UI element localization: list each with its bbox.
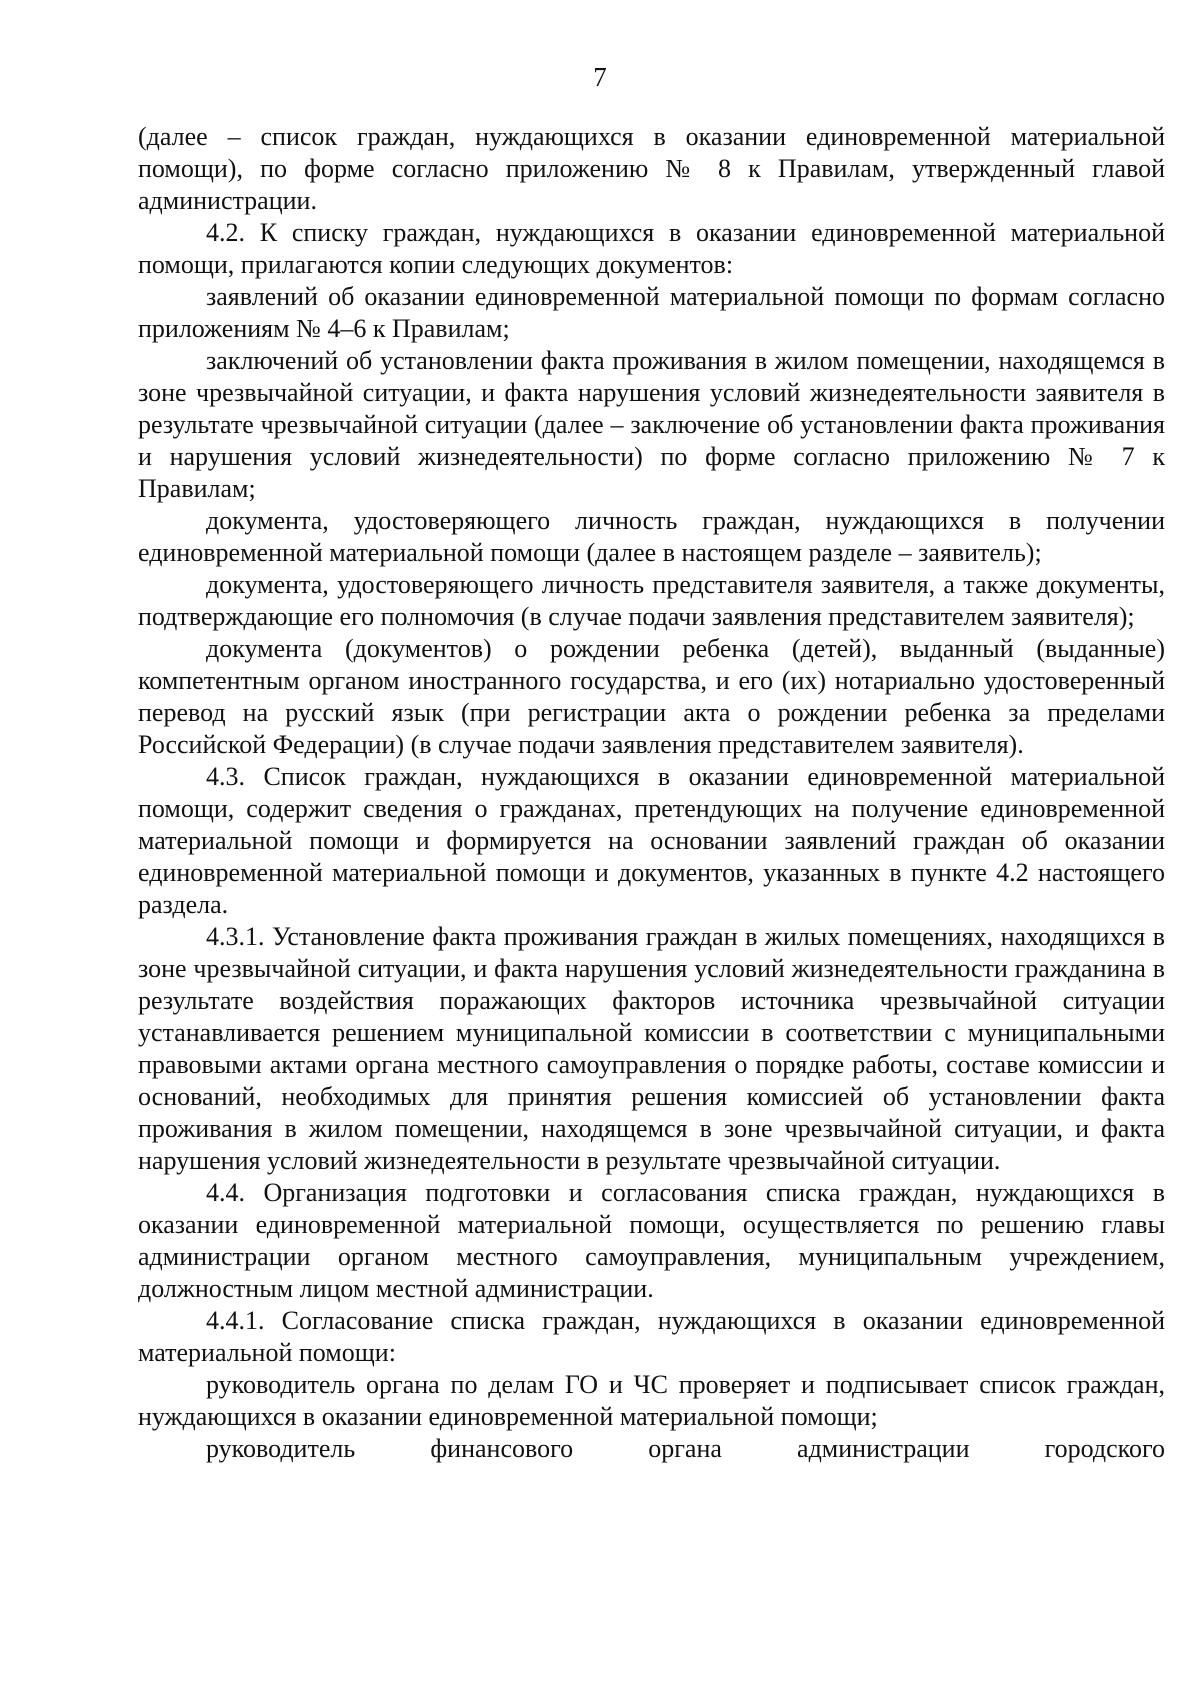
paragraph-list-item-representative-document: документа, удостоверяющего личность представителя заявителя, а также документы, подтверждающие его полномочия (в случае подачи заявления представителем заявителя); [138,570,1165,631]
paragraph-continuation: (далее – список граждан, нуждающихся в оказании единовременной материальной помощи), по форме согласно приложению № 8 к Правилам, утвержденный главой администрации. [138,122,1165,215]
paragraph-list-item-conclusions: заключений об установлении факта проживания в жилом помещении, находящемся в зоне чрезвычайной ситуации, и факта нарушения условий жизнедеятельности заявителя в результате чрезвычайной ситуации (далее – заключение об установлении факта проживания и нарушения условий жизнедеятельности) по форме согласно приложению № 7 к Правилам; [138,346,1165,503]
paragraph-4-4-1: 4.4.1. Согласование списка граждан, нуждающихся в оказании единовременной материальной помощи: [138,1306,1165,1367]
paragraph-list-item-applications: заявлений об оказании единовременной материальной помощи по формам согласно приложениям № 4–6 к Правилам; [138,282,1165,343]
paragraph-4-2: 4.2. К списку граждан, нуждающихся в оказании единовременной материальной помощи, прилагаются копии следующих документов: [138,218,1165,279]
paragraph-list-item-identity-document: документа, удостоверяющего личность граждан, нуждающихся в получении единовременной материальной помощи (далее в настоящем разделе – заявитель); [138,506,1165,567]
paragraph-4-4: 4.4. Организация подготовки и согласования списка граждан, нуждающихся в оказании единовременной материальной помощи, осуществляется по решению главы администрации органом местного самоуправления, муниципальным учреждением, должностным лицом местной администрации. [138,1178,1165,1303]
paragraph-list-item-finance-head: руководитель финансового органа администрации городского [206,1434,1165,1463]
page-number: 7 [593,62,607,92]
paragraph-4-3-1: 4.3.1. Установление факта проживания граждан в жилых помещениях, находящихся в зоне чрезвычайной ситуации, и факта нарушения условий жизнедеятельности гражданина в результате воздействия поражающих факторов источника чрезвычайной ситуации устанавливается решением муниципальной комиссии в соответствии с муниципальными правовыми актами органа местного самоуправления о порядке работы, составе комиссии и оснований, необходимых для принятия решения комиссией об установлении факта проживания в жилом помещении, находящемся в зоне чрезвычайной ситуации, и факта нарушения условий жизнедеятельности в результате чрезвычайной ситуации. [138,922,1165,1175]
document-body [138,121,1165,1465]
paragraph-list-item-go-chs-head: руководитель органа по делам ГО и ЧС проверяет и подписывает список граждан, нуждающихся в оказании единовременной материальной помощи; [138,1370,1165,1431]
paragraph-4-3: 4.3. Список граждан, нуждающихся в оказании единовременной материальной помощи, содержит сведения о гражданах, претендующих на получение единовременной материальной помощи и формируется на основании заявлений граждан об оказании единовременной материальной помощи и документов, указанных в пункте 4.2 настоящего раздела. [138,762,1165,919]
paragraph-list-item-birth-documents: документа (документов) о рождении ребенка (детей), выданный (выданные) компетентным органом иностранного государства, и его (их) нотариально удостоверенный перевод на русский язык (при регистрации акта о рождении ребенка за пределами Российской Федерации) (в случае подачи заявления представителем заявителя). [138,634,1165,759]
